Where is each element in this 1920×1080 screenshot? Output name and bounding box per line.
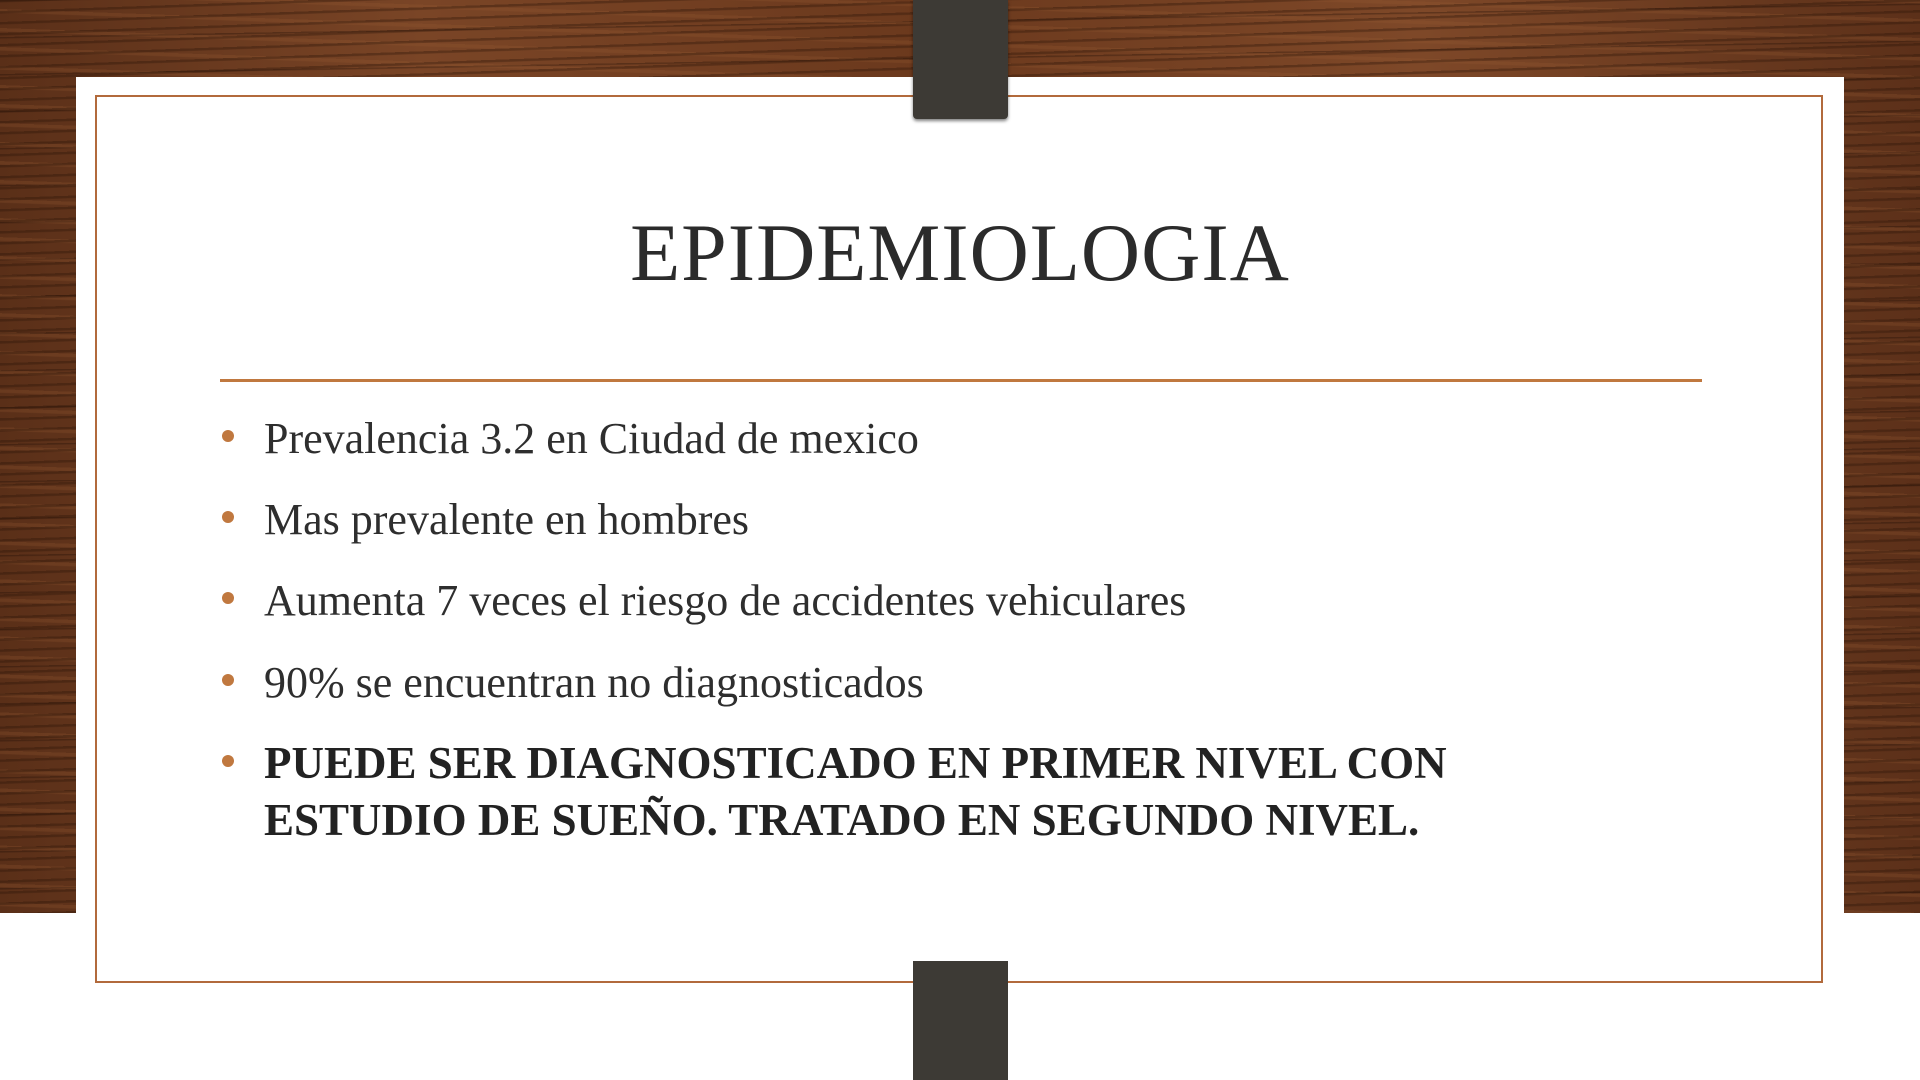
bullet-text: Aumenta 7 veces el riesgo de accidentes vehiculares [264, 576, 1187, 626]
bullet-dot-icon [222, 674, 234, 686]
bullet-item [220, 410, 1640, 467]
bullet-list [220, 410, 1640, 874]
bottom-strap [913, 961, 1008, 1080]
bullet-item [220, 572, 1640, 629]
bullet-dot-icon [222, 755, 234, 767]
bullet-dot-icon [222, 511, 234, 523]
bullet-text-bold: PUEDE SER DIAGNOSTICADO EN PRIMER NIVEL CON ESTUDIO DE SUEÑO. TRATADO EN SEGUNDO NIVEL. [264, 737, 1447, 846]
bullet-text: Mas prevalente en hombres [264, 495, 750, 545]
slide-title: EPIDEMIOLOGIA [630, 207, 1290, 298]
bullet-item [220, 491, 1640, 548]
bullet-text: 90% se encuentran no diagnosticados [264, 657, 924, 707]
bullet-text: Prevalencia 3.2 en Ciudad de mexico [264, 414, 919, 463]
bullet-item [220, 654, 1640, 711]
bullet-dot-icon [222, 592, 234, 604]
bullet-item-emphasis [220, 735, 1640, 850]
top-strap [913, 0, 1008, 119]
bullet-dot-icon [222, 430, 234, 442]
title-divider [220, 379, 1702, 382]
